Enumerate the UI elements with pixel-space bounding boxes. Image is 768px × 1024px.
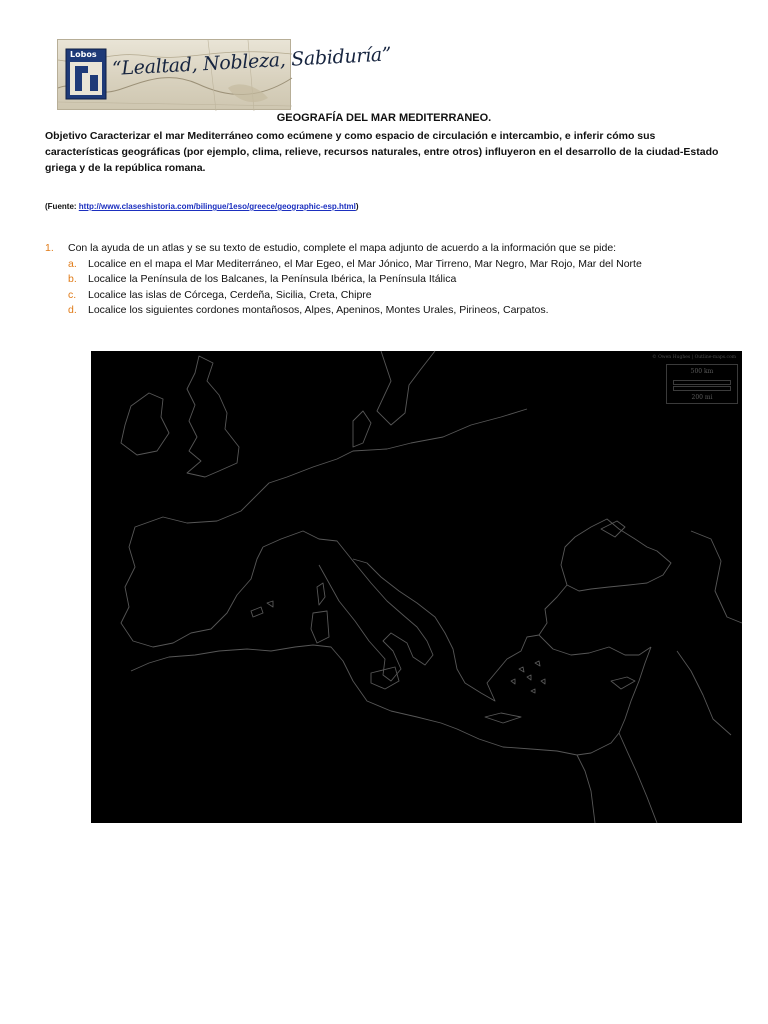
task-item [68, 288, 745, 304]
school-emblem-icon [66, 49, 106, 99]
source-prefix: (Fuente: [45, 202, 79, 211]
exercise-instruction: Con la ayuda de un atlas y se su texto de estudio, complete el mapa adjunto de acuerdo a la información que se pide: [68, 242, 617, 254]
iberian-peninsula-outline [121, 499, 263, 647]
school-motto: “Lealtad, Nobleza, Sabiduría” [111, 43, 392, 80]
sardinia-outline [311, 611, 329, 643]
nile-delta-outline [577, 755, 595, 823]
task-text: Localice la Península de los Balcanes, la Península Ibérica, la Península Itálica [88, 273, 457, 285]
task-text: Localice las islas de Córcega, Cerdeña, Sicilia, Creta, Chipre [88, 288, 372, 301]
exercise-item [45, 241, 745, 319]
cyprus-outline [611, 677, 635, 689]
levant-coast-outline [577, 647, 651, 755]
mediterranean-outline-map [91, 351, 742, 823]
task-text: Localice en el mapa el Mar Mediterráneo, el Mar Egeo, el Mar Jónico, Mar Tirreno, Mar Negro, Mar Rojo, Mar del Norte [88, 257, 642, 270]
exercise-list [45, 241, 745, 319]
crimea-outline [601, 521, 625, 537]
persian-gulf-outline [677, 651, 731, 735]
sicily-outline [371, 667, 399, 689]
black-sea-outline [561, 519, 671, 591]
ireland-outline [121, 393, 169, 455]
task-letter: a. [68, 257, 77, 270]
aegean-islands [511, 661, 545, 693]
objective-text: Objetivo Caracterizar el mar Mediterráneo como ecúmene y como espacio de circulación e intercambio, e inferir cómo sus características geográficas (por ejemplo, clima, relieve, recursos naturales, entre otros) influyeron en el desarrollo de la ciudad-Estado griega y de la república romana. [45, 130, 719, 174]
caspian-sea-outline [691, 531, 742, 623]
scale-km-label: 500 km [690, 368, 714, 375]
italian-peninsula-outline [263, 531, 433, 681]
map-coastlines [91, 351, 742, 823]
scale-mi-label: 200 mi [691, 394, 713, 401]
task-letter: c. [68, 288, 77, 301]
emblem-text: Lobos [70, 50, 97, 59]
source-suffix: ) [355, 202, 359, 211]
denmark-outline [353, 411, 371, 447]
task-item [68, 272, 745, 288]
europe-north-coast [253, 409, 527, 499]
crete-outline [485, 713, 521, 723]
balkan-peninsula-outline [353, 559, 567, 701]
task-list [45, 257, 745, 319]
task-item [68, 303, 745, 319]
source-link[interactable]: http://www.claseshistoria.com/bilingue/1eso/greece/geographic-esp.html [78, 202, 356, 211]
page-title: GEOGRAFÍA DEL MAR MEDITERRANEO. [276, 112, 492, 124]
task-letter: d. [68, 304, 77, 316]
north-africa-coast [131, 645, 577, 755]
anatolia-outline [539, 635, 651, 655]
exercise-number: 1. [45, 242, 54, 254]
corsica-outline [317, 583, 325, 605]
balearic-islands-outline [251, 601, 273, 617]
task-letter: b. [68, 273, 77, 285]
map-credit: © Owen Hughes | Outline-maps.com [652, 355, 736, 360]
scale-bar-km [673, 380, 731, 385]
map-scale [666, 364, 738, 404]
task-item [68, 257, 745, 273]
task-text: Localice los siguientes cordones montañosos, Alpes, Apeninos, Montes Urales, Pirineos, Carpatos. [88, 304, 549, 316]
school-logo-banner [57, 39, 392, 110]
scandinavia-outline [377, 351, 435, 425]
great-britain-outline [187, 356, 239, 477]
scale-bar-mi [673, 386, 731, 391]
red-sea-outline [619, 733, 657, 823]
source-citation [45, 202, 359, 211]
